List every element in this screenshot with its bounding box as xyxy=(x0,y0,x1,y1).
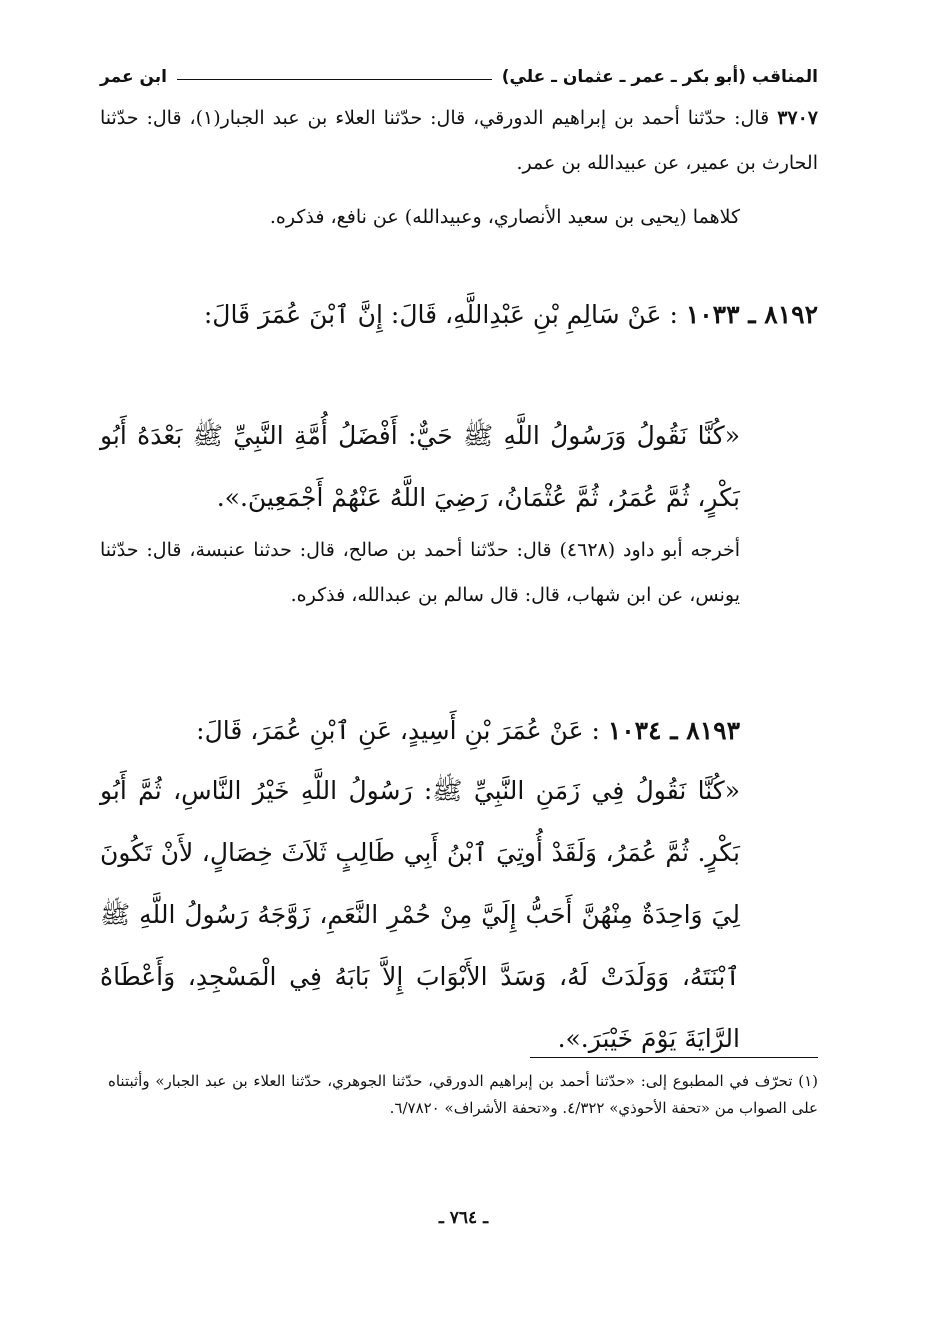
entry-3707-number: ٣٧٠٧ xyxy=(777,107,819,129)
hadith-8193-number: ٨١٩٣ ـ ١٠٣٤ xyxy=(607,716,740,745)
header-section-title: ابن عمر xyxy=(100,67,168,87)
footnote-text: (١) تحرّف في المطبوع إلى: «حدّثنا أحمد بن إبراهيم الدورقي، حدّثنا الجوهري، حدّثنا العلاء بن عبد الجبار» وأثبتناه على الصواب من «تحفة الأحوذي» ٤/٣٢٢. و«تحفة الأشراف» ٦/٧٨٢٠. xyxy=(108,1072,818,1117)
entry-3707-text: قال: حدّثنا أحمد بن إبراهيم الدورقي، قال: حدّثنا العلاء بن عبد الجبار(١)، قال: حدّثنا الحارث بن عمير، عن عبيدالله بن عمر. xyxy=(100,107,818,174)
hadith-8193-matn xyxy=(100,760,740,1070)
page-number: ـ ٧٦٤ ـ xyxy=(438,1208,489,1228)
hadith-8193-matn-text: «كُنَّا نَقُولُ فِي زَمَنِ النَّبِيِّ ﷺ: رَسُولُ اللَّهِ خَيْرُ النَّاسِ، ثُمَّ أَبُو بَكْرٍ. ثُمَّ عُمَرُ، وَلَقَدْ أُوتِيَ ٱبْنُ أَبِي طَالِبٍ ثَلاَثَ خِصَالٍ، لأَنْ تَكُونَ لِيَ وَاحِدَةٌ مِنْهُنَّ أَحَبُّ إِلَيَّ مِنْ حُمْرِ النَّعَمِ، زَوَّجَهُ رَسُولُ اللَّهِ ﷺ ٱبْنَتَهُ، وَوَلَدَتْ لَهُ، وَسَدَّ الأَبْوَابَ إِلاَّ بَابَهُ فِي الْمَسْجِدِ، وَأَعْطَاهُ الرَّايَةَ يَوْمَ خَيْبَرَ.». xyxy=(100,776,740,1053)
header-chapter-title: المناقب (أبو بكر ـ عمر ـ عثمان ـ علي) xyxy=(501,67,818,87)
hadith-8192-matn xyxy=(100,405,740,529)
entry-3707 xyxy=(100,96,818,186)
hadith-8192-number: ٨١٩٢ ـ ١٠٣٣ xyxy=(685,300,818,329)
hadith-8192-heading xyxy=(100,284,818,346)
running-header xyxy=(100,64,818,90)
hadith-8193-isnad: : عَنْ عُمَرَ بْنِ أَسِيدٍ، عَنِ ٱبْنِ عُمَرَ، قَالَ: xyxy=(196,716,600,745)
takhrij-8192 xyxy=(100,528,740,618)
kilahuma-text: كلاهما (يحيى بن سعيد الأنصاري، وعبيدالله) عن نافع، فذكره. xyxy=(269,206,740,228)
footnote-separator xyxy=(530,1057,818,1058)
footnote xyxy=(108,1068,818,1122)
hadith-8192-matn-text: «كُنَّا نَقُولُ وَرَسُولُ اللَّهِ ﷺ حَيٌّ: أَفْضَلُ أُمَّةِ النَّبِيِّ ﷺ بَعْدَهُ أَبُو بَكْرٍ، ثُمَّ عُمَرُ، ثُمَّ عُثْمَانُ، رَضِيَ اللَّهُ عَنْهُمْ أَجْمَعِينَ.». xyxy=(100,421,740,512)
header-rule xyxy=(177,79,492,80)
takhrij-8192-text: أخرجه أبو داود (٤٦٢٨) قال: حدّثنا أحمد بن صالح، قال: حدثنا عنبسة، قال: حدّثنا يونس، عن ابن شهاب، قال: قال سالم بن عبدالله، فذكره. xyxy=(100,539,740,606)
kilahuma-line xyxy=(100,195,740,240)
hadith-8192-isnad: : عَنْ سَالِمِ بْنِ عَبْدِاللَّهِ، قَالَ: إِنَّ ٱبْنَ عُمَرَ قَالَ: xyxy=(203,300,678,329)
hadith-8193-heading xyxy=(100,700,740,762)
